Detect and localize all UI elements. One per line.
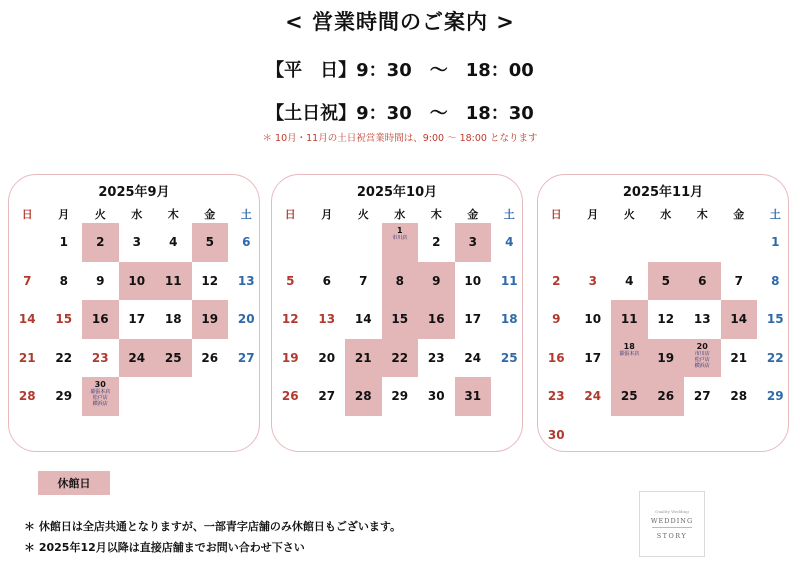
hours-note: ＊ 10月・11月の土日祝営業時間は、9:00 ～ 18:00 となります (262, 133, 538, 144)
calendar-day: 9 (552, 312, 561, 327)
calendar-day: 12 (281, 312, 299, 327)
weekday-header: 月 (58, 208, 70, 221)
calendar-day: 11 (611, 300, 648, 339)
day-number: 18 (623, 341, 635, 351)
weekday-header: 金 (467, 208, 479, 221)
calendar-day: 20 (318, 350, 336, 365)
calendar-day: 11 (155, 262, 192, 301)
weekday-header: 金 (204, 208, 216, 221)
calendar-day: 22 (382, 339, 419, 378)
store-note: 幕張本店 (619, 350, 640, 357)
calendar-day: 6 (322, 273, 331, 288)
calendar-grid (538, 205, 794, 454)
calendar-day: 29 (391, 389, 409, 404)
calendar-day: 23 (547, 389, 565, 404)
store-note: 市川店 (392, 235, 408, 241)
calendar-september (8, 174, 260, 452)
calendar-day: 26 (201, 350, 219, 365)
calendar-day: 26 (648, 377, 685, 416)
closed-day-legend: 休館日 (38, 471, 110, 495)
calendar-day: 30 (427, 389, 445, 404)
calendar-day: 23 (427, 350, 445, 365)
calendar-day: 29 (766, 389, 784, 404)
calendar-day (611, 339, 648, 378)
weekday-header: 木 (696, 208, 708, 221)
day-number: 20 (696, 341, 708, 351)
logo-divider (652, 527, 692, 528)
empty-cell (575, 223, 612, 262)
calendar-day: 18 (500, 312, 518, 327)
store-note: 横浜店 (694, 362, 710, 369)
calendar-day: 14 (354, 312, 372, 327)
empty-cell (9, 223, 46, 262)
weekday-header: 月 (587, 208, 599, 221)
calendar-day: 24 (584, 389, 602, 404)
weekday-header: 土 (769, 208, 781, 221)
calendar-day: 3 (132, 235, 141, 250)
calendar-day: 30 (547, 427, 565, 442)
calendar-day: 11 (500, 273, 518, 288)
calendar-day: 26 (281, 389, 299, 404)
calendar-day: 25 (155, 339, 192, 378)
calendar-day: 21 (730, 350, 748, 365)
calendar-day: 6 (242, 235, 251, 250)
calendar-day: 5 (648, 262, 685, 301)
calendar-grid (272, 205, 528, 454)
weekday-header: 木 (430, 208, 442, 221)
calendar-day: 15 (766, 312, 784, 327)
calendar-day: 8 (59, 273, 68, 288)
calendar-day: 1 (771, 235, 780, 250)
calendar-day: 28 (730, 389, 748, 404)
weekday-header: 日 (550, 208, 562, 221)
calendar-day: 10 (464, 273, 482, 288)
calendar-day: 19 (192, 300, 229, 339)
calendar-day: 4 (505, 235, 514, 250)
day-number: 1 (396, 226, 403, 235)
weekday-hours: 【平 日】9：30 ～ 18：00 (266, 60, 534, 81)
calendar-day: 21 (345, 339, 382, 378)
calendar-day: 6 (684, 262, 721, 301)
empty-cell (272, 223, 309, 262)
calendar-day: 29 (55, 389, 73, 404)
calendar-day (684, 339, 721, 378)
logo-line2: STORY (656, 531, 688, 540)
weekday-header: 火 (357, 208, 369, 221)
empty-cell (538, 223, 575, 262)
calendar-title: 2025年11月 (622, 185, 704, 200)
weekday-header: 日 (284, 208, 296, 221)
calendar-day (382, 223, 419, 262)
empty-cell (309, 223, 346, 262)
calendar-day: 27 (693, 389, 711, 404)
calendar-day: 27 (237, 350, 255, 365)
page-title: < 営業時間のご案内 > (285, 10, 515, 34)
footnote: ＊ 2025年12月以降は直接店舗までお問い合わせ下さい (24, 541, 305, 554)
calendar-day: 10 (584, 312, 602, 327)
logo-line1: WEDDING (650, 516, 694, 525)
calendar-day: 7 (359, 273, 368, 288)
calendar-day: 19 (281, 350, 299, 365)
calendar-day: 15 (382, 300, 419, 339)
calendar-day: 2 (552, 273, 561, 288)
calendar-day: 4 (625, 273, 634, 288)
calendar-day: 5 (286, 273, 295, 288)
store-note: 松戸店 (92, 395, 108, 401)
calendar-day: 8 (382, 262, 419, 301)
calendar-day: 8 (771, 273, 780, 288)
calendar-day: 1 (59, 235, 68, 250)
calendar-day: 16 (547, 350, 565, 365)
calendar-day: 17 (464, 312, 482, 327)
day-number: 30 (94, 380, 106, 389)
calendar-day: 18 (164, 312, 182, 327)
calendar-day: 9 (96, 273, 105, 288)
logo-script: Quality Wedding (655, 508, 689, 514)
calendar-day: 28 (18, 389, 36, 404)
calendar-grid (9, 205, 265, 454)
store-note: 市川店 (694, 350, 710, 357)
store-note: 幕張本店 (90, 389, 111, 395)
weekday-header: 火 (623, 208, 635, 221)
empty-cell (721, 223, 758, 262)
calendar-november (537, 174, 789, 452)
calendar-day: 31 (455, 377, 492, 416)
footnote: ＊ 休館日は全店共通となりますが、一部青字店舗のみ休館日もございます。 (24, 520, 401, 533)
weekday-header: 月 (321, 208, 333, 221)
calendar-title: 2025年9月 (98, 185, 170, 200)
calendar-title: 2025年10月 (356, 185, 438, 200)
weekday-header: 金 (733, 208, 745, 221)
calendar-day: 14 (721, 300, 758, 339)
store-note: 松戸店 (694, 356, 710, 363)
weekday-header: 土 (240, 208, 252, 221)
calendar-day: 2 (432, 235, 441, 250)
calendar-day: 21 (18, 350, 36, 365)
weekday-header: 土 (503, 208, 515, 221)
weekday-header: 木 (167, 208, 179, 221)
calendar-day: 25 (500, 350, 518, 365)
calendar-day: 14 (18, 312, 36, 327)
calendar-day: 17 (584, 350, 602, 365)
calendar-day: 2 (82, 223, 119, 262)
calendar-day: 10 (119, 262, 156, 301)
calendar-day: 28 (345, 377, 382, 416)
calendar-day: 16 (418, 300, 455, 339)
calendar-day: 22 (55, 350, 73, 365)
weekday-header: 水 (394, 208, 406, 221)
calendar-day: 13 (693, 312, 711, 327)
calendar-day: 24 (119, 339, 156, 378)
calendar-day: 22 (766, 350, 784, 365)
weekday-header: 火 (94, 208, 106, 221)
calendar-day: 16 (82, 300, 119, 339)
calendar-day: 7 (23, 273, 32, 288)
wedding-story-logo (639, 491, 705, 557)
calendar-day: 12 (201, 273, 219, 288)
calendar-day: 19 (648, 339, 685, 378)
calendar-day: 13 (237, 273, 255, 288)
calendar-day: 25 (611, 377, 648, 416)
calendar-day: 3 (455, 223, 492, 262)
calendar-day: 7 (734, 273, 743, 288)
weekday-header: 水 (660, 208, 672, 221)
weekday-header: 日 (21, 208, 33, 221)
calendar-day: 12 (657, 312, 675, 327)
calendar-day: 4 (169, 235, 178, 250)
empty-cell (345, 223, 382, 262)
calendar-day: 17 (128, 312, 146, 327)
weekend-hours: 【土日祝】9：30 ～ 18：30 (266, 103, 534, 124)
calendar-day: 27 (318, 389, 336, 404)
calendar-day: 5 (192, 223, 229, 262)
empty-cell (684, 223, 721, 262)
calendar-day: 13 (318, 312, 336, 327)
calendar-day: 23 (91, 350, 109, 365)
calendar-day: 15 (55, 312, 73, 327)
calendar-october (271, 174, 523, 452)
store-note: 横浜店 (92, 401, 108, 407)
weekday-header: 水 (131, 208, 143, 221)
calendar-day: 3 (588, 273, 597, 288)
empty-cell (611, 223, 648, 262)
calendar-day: 20 (237, 312, 255, 327)
calendar-day: 9 (418, 262, 455, 301)
calendar-day (82, 377, 119, 416)
calendar-day: 24 (464, 350, 482, 365)
empty-cell (648, 223, 685, 262)
